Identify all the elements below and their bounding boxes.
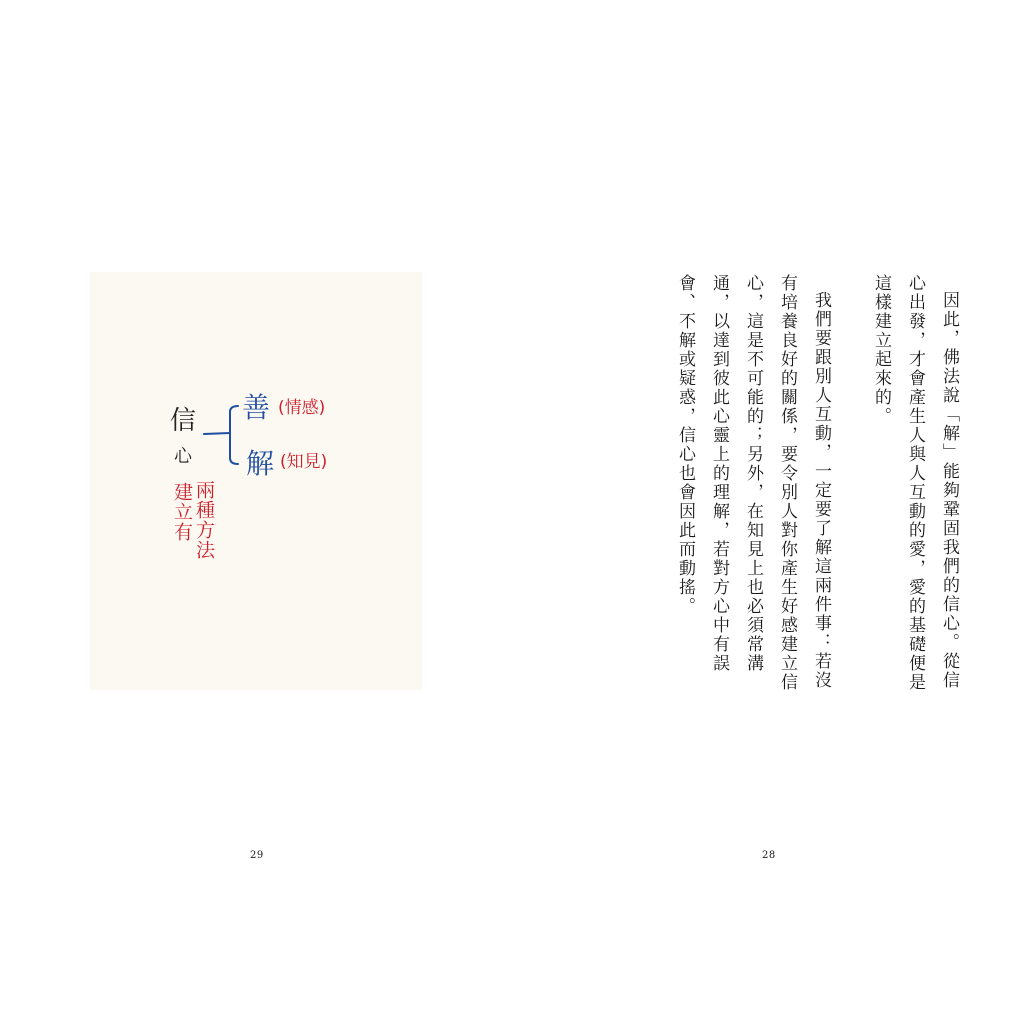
diagram-branch-top-main: 善 xyxy=(242,391,271,424)
right-page xyxy=(512,0,1024,1024)
page-number-left: 29 xyxy=(250,850,264,861)
diagram-branch-bottom-main: 解 xyxy=(246,447,275,480)
page-number-right: 28 xyxy=(762,850,776,861)
paragraph-2: 我們要跟別人互動，一定要了解這兩件事：若沒有培養良好的關係，要令別人對你產生好感建立信心，這是不可能的；另外，在知見上也必須常溝通，以達到彼此心靈上的理解，若對方心中有誤會、不解或疑惑，信心也會因此而動搖。 xyxy=(675,274,831,692)
diagram-note-col-2: 兩種方法 xyxy=(193,480,215,560)
diagram-note-col-1: 建立有 xyxy=(171,482,193,542)
diagram-root-char-2: 心 xyxy=(174,446,192,467)
paragraph-1: 因此，佛法說「解」能夠鞏固我們的信心。從信心出發，才會產生人與人互動的愛，愛的基礎便是這樣建立起來的。 xyxy=(871,274,959,692)
diagram-bracket xyxy=(90,272,422,690)
diagram-root-char-1: 信 xyxy=(170,406,197,436)
diagram-branch-top-note: (情感) xyxy=(278,398,326,418)
vertical-body-text xyxy=(668,274,966,704)
diagram-branch-bottom-note: (知見) xyxy=(280,452,328,472)
handwritten-diagram-panel xyxy=(90,272,422,690)
